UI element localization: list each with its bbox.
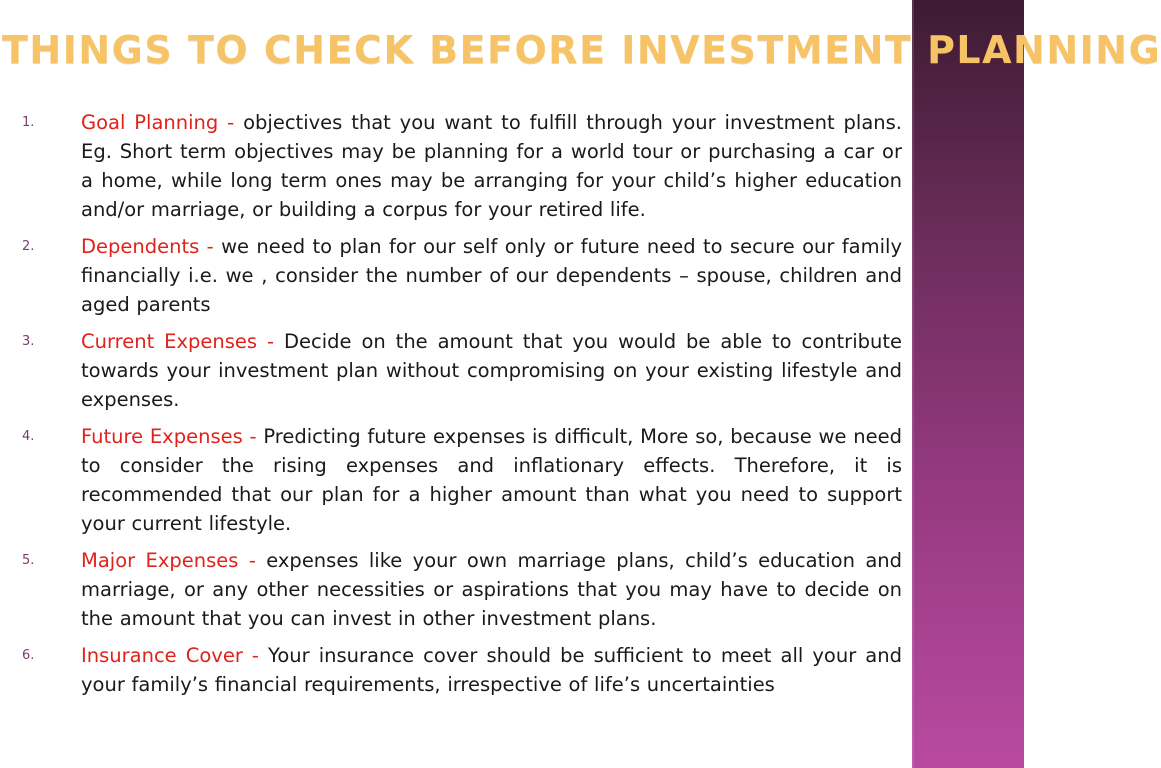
item-text (81, 422, 902, 538)
item-description: we need to plan for our self only or future need to secure our family financially i.e. we , consider the number of our dependents – spouse, children and aged parents (81, 235, 902, 316)
checklist (0, 108, 912, 707)
item-heading: Goal Planning - (81, 111, 235, 134)
checklist-item-future-expenses (0, 422, 912, 538)
item-description: objectives that you want to fulfill through your investment plans. Eg. Short term objectives may be planning for a world tour or purchasing a car or a home, while long term ones may be arranging for your child’s higher education and/or marriage, or building a corpus for your retired life. (81, 111, 902, 221)
item-number: 2. (22, 239, 35, 254)
item-text (81, 108, 902, 224)
decorative-side-band (912, 0, 1024, 768)
item-number: 5. (22, 553, 35, 568)
item-number: 4. (22, 429, 35, 444)
item-number: 6. (22, 648, 35, 663)
item-heading: Future Expenses - (81, 425, 257, 448)
item-heading: Current Expenses - (81, 330, 275, 353)
item-description: expenses like your own marriage plans, child’s education and marriage, or any other necessities or aspirations that you may have to decide on the amount that you can invest in other investment plans. (81, 549, 903, 630)
item-text (81, 641, 902, 699)
item-heading: Major Expenses - (81, 549, 256, 572)
slide-title: THINGS TO CHECK BEFORE INVESTMENT PLANNING (2, 28, 1161, 72)
item-heading: Insurance Cover - (81, 644, 259, 667)
item-description: Predicting future expenses is difficult, More so, because we need to consider the rising expenses and inflationary effects. Therefore, it is recommended that our plan for a higher amount than what you need to support your current lifestyle. (81, 425, 902, 535)
checklist-item-dependents (0, 232, 912, 319)
checklist-item-insurance-cover (0, 641, 912, 699)
checklist-item-major-expenses (0, 546, 912, 633)
item-number: 1. (22, 115, 35, 130)
item-text (81, 232, 902, 319)
checklist-item-goal-planning (0, 108, 912, 224)
checklist-item-current-expenses (0, 327, 912, 414)
item-text (81, 327, 902, 414)
item-text (81, 546, 902, 633)
item-heading: Dependents - (81, 235, 214, 258)
item-description: Decide on the amount that you would be able to contribute towards your investment plan without compromising on your existing lifestyle and expenses. (81, 330, 902, 411)
item-description: Your insurance cover should be sufficient to meet all your and your family’s financial requirements, irrespective of life’s uncertainties (81, 644, 902, 696)
item-number: 3. (22, 334, 35, 349)
